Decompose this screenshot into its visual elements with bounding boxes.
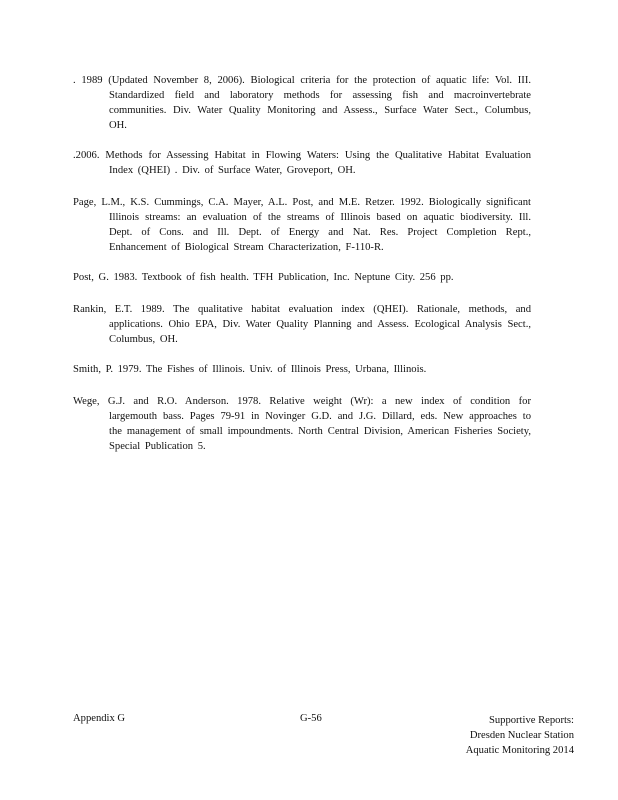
footer-report-line: Aquatic Monitoring 2014 — [465, 745, 574, 756]
reference-entry: .2006. Methods for Assessing Habitat in Flowing Waters: Using the Qualitative Habitat Evaluation Index (QHEI) . Div. of Surface Water, Groveport, OH. — [73, 150, 531, 176]
reference-entry: Smith, P. 1979. The Fishes of Illinois. Univ. of Illinois Press, Urbana, Illinois. — [73, 364, 427, 375]
footer-report-line: Dresden Nuclear Station — [469, 730, 574, 741]
footer-appendix-label: Appendix G — [73, 713, 126, 724]
reference-entry: Rankin, E.T. 1989. The qualitative habitat evaluation index (QHEI). Rationale, methods, and applications. Ohio EPA, Div. Water Quality Planning and Assess. Ecological Analysis Sect., Columbus, OH. — [73, 304, 531, 345]
page-number: G-56 — [300, 713, 322, 724]
reference-entry: . 1989 (Updated November 8, 2006). Biological criteria for the protection of aquatic life: Vol. III. Standardized field and laboratory methods for assessing fish and macroinvertebrate communities. Div. Water Quality Monitoring and Assess., Surface Water Sect., Columbus, OH. — [73, 75, 531, 131]
reference-entry: Wege, G.J. and R.O. Anderson. 1978. Relative weight (Wr): a new index of condition for largemouth bass. Pages 79-91 in Novinger G.D. and J.G. Dillard, eds. New approaches to the management of small impoundments. North Central Division, American Fisheries Society, Special Publication 5. — [73, 396, 531, 452]
footer-report-line: Supportive Reports: — [488, 715, 574, 726]
reference-entry: Post, G. 1983. Textbook of fish health. TFH Publication, Inc. Neptune City. 256 pp. — [73, 272, 454, 283]
footer-report-info — [466, 713, 574, 758]
reference-entry: Page, L.M., K.S. Cummings, C.A. Mayer, A.L. Post, and M.E. Retzer. 1992. Biologically significant Illinois streams: an evaluation of the streams of Illinois based on aquatic biodiversity. Ill. Dept. of Cons. and Ill. Dept. of Energy and Nat. Res. Project Completion Rept., Enhancement of Biological Stream Characterization, F-110-R. — [73, 197, 531, 253]
